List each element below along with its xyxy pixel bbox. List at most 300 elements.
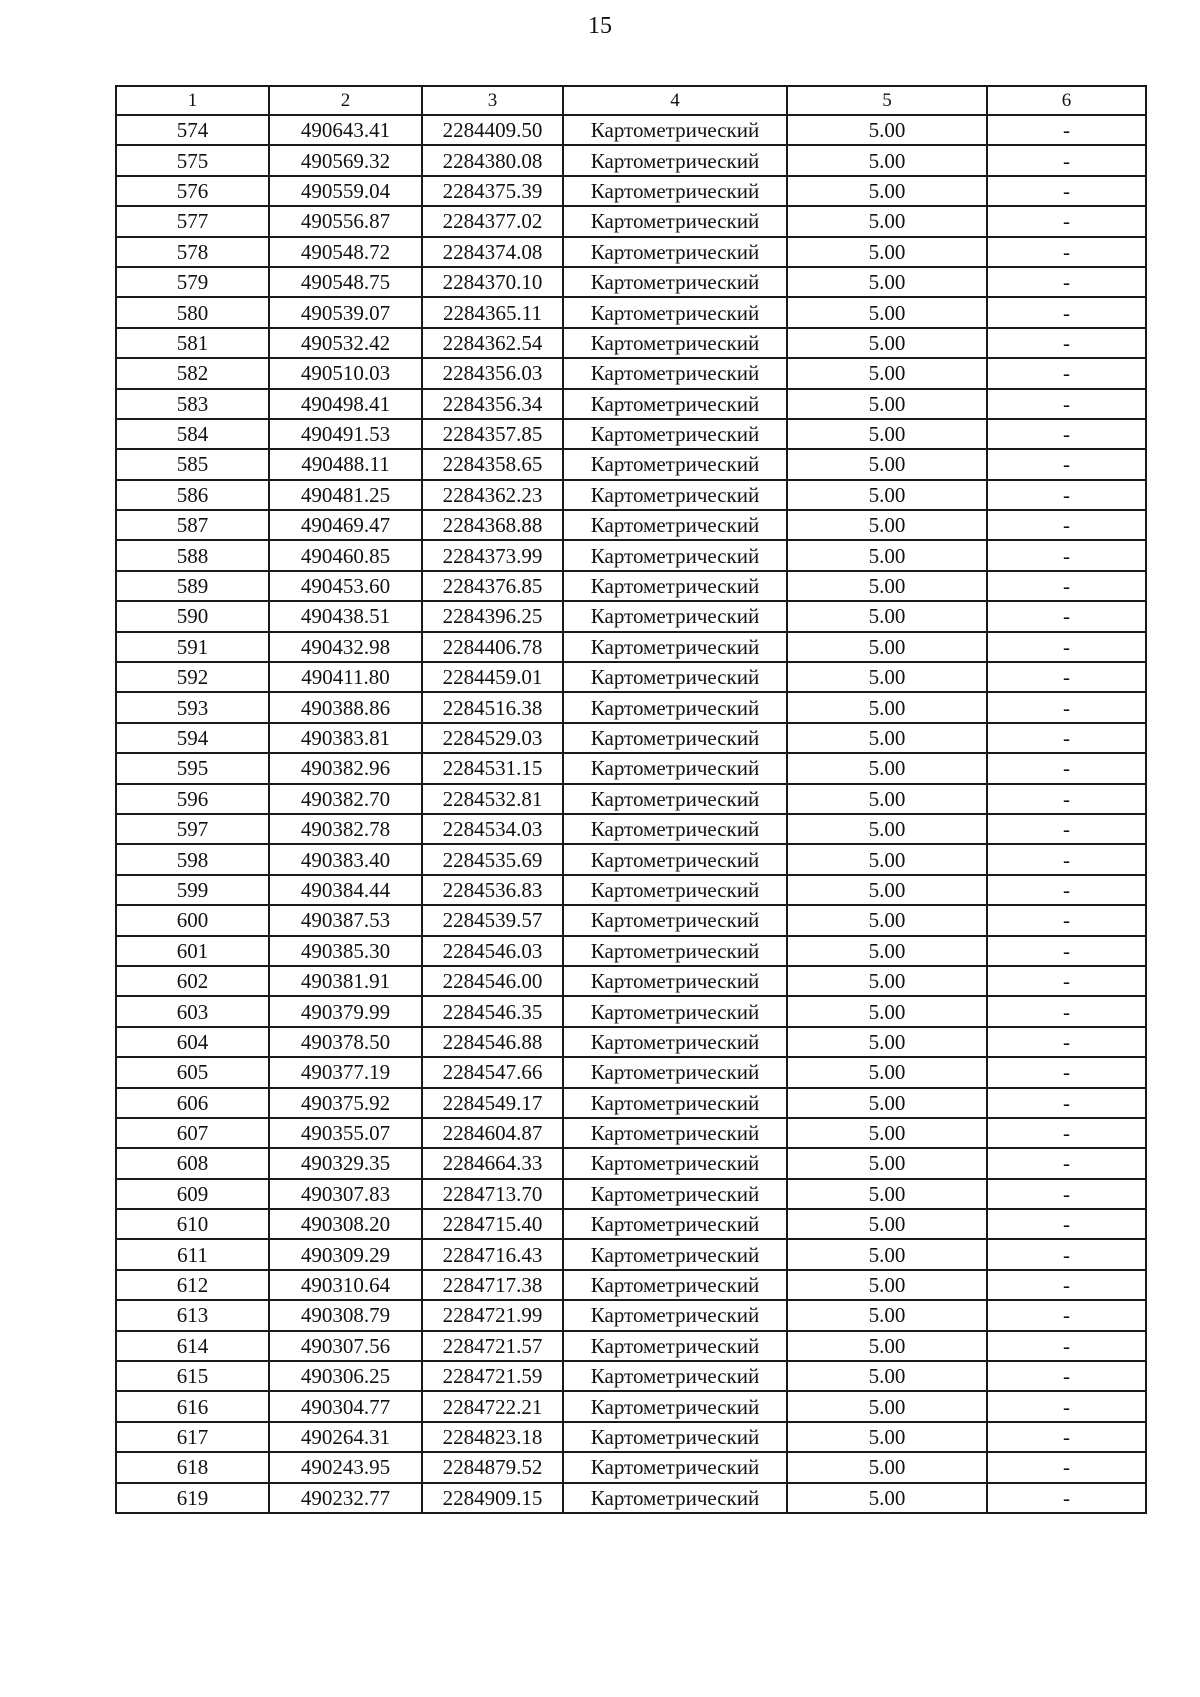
description-cell: - bbox=[987, 1209, 1146, 1239]
y-coordinate-cell: 2284362.54 bbox=[422, 328, 563, 358]
accuracy-cell: 5.00 bbox=[787, 237, 987, 267]
description-cell: - bbox=[987, 1088, 1146, 1118]
table-row bbox=[116, 996, 1146, 1026]
method-cell: Картометрический bbox=[563, 1300, 787, 1330]
point-number-cell: 592 bbox=[116, 662, 269, 692]
point-number-cell: 585 bbox=[116, 449, 269, 479]
accuracy-cell: 5.00 bbox=[787, 1148, 987, 1178]
y-coordinate-cell: 2284549.17 bbox=[422, 1088, 563, 1118]
accuracy-cell: 5.00 bbox=[787, 1270, 987, 1300]
method-cell: Картометрический bbox=[563, 875, 787, 905]
description-cell: - bbox=[987, 1422, 1146, 1452]
point-number-cell: 574 bbox=[116, 115, 269, 145]
description-cell: - bbox=[987, 601, 1146, 631]
method-cell: Картометрический bbox=[563, 905, 787, 935]
y-coordinate-cell: 2284909.15 bbox=[422, 1483, 563, 1513]
description-cell: - bbox=[987, 1300, 1146, 1330]
x-coordinate-cell: 490375.92 bbox=[269, 1088, 422, 1118]
x-coordinate-cell: 490488.11 bbox=[269, 449, 422, 479]
y-coordinate-cell: 2284604.87 bbox=[422, 1118, 563, 1148]
y-coordinate-cell: 2284529.03 bbox=[422, 723, 563, 753]
x-coordinate-cell: 490385.30 bbox=[269, 936, 422, 966]
accuracy-cell: 5.00 bbox=[787, 571, 987, 601]
point-number-cell: 619 bbox=[116, 1483, 269, 1513]
y-coordinate-cell: 2284365.11 bbox=[422, 297, 563, 327]
table-row bbox=[116, 1270, 1146, 1300]
accuracy-cell: 5.00 bbox=[787, 723, 987, 753]
method-cell: Картометрический bbox=[563, 510, 787, 540]
table-row bbox=[116, 1027, 1146, 1057]
table-row bbox=[116, 784, 1146, 814]
accuracy-cell: 5.00 bbox=[787, 1179, 987, 1209]
table-row bbox=[116, 662, 1146, 692]
y-coordinate-cell: 2284721.57 bbox=[422, 1331, 563, 1361]
coordinates-table bbox=[115, 85, 1147, 1514]
accuracy-cell: 5.00 bbox=[787, 905, 987, 935]
table-row bbox=[116, 692, 1146, 722]
x-coordinate-cell: 490383.81 bbox=[269, 723, 422, 753]
description-cell: - bbox=[987, 1148, 1146, 1178]
accuracy-cell: 5.00 bbox=[787, 936, 987, 966]
point-number-cell: 617 bbox=[116, 1422, 269, 1452]
method-cell: Картометрический bbox=[563, 1239, 787, 1269]
point-number-cell: 609 bbox=[116, 1179, 269, 1209]
accuracy-cell: 5.00 bbox=[787, 449, 987, 479]
description-cell: - bbox=[987, 844, 1146, 874]
point-number-cell: 591 bbox=[116, 632, 269, 662]
accuracy-cell: 5.00 bbox=[787, 1483, 987, 1513]
description-cell: - bbox=[987, 358, 1146, 388]
method-cell: Картометрический bbox=[563, 1057, 787, 1087]
method-cell: Картометрический bbox=[563, 145, 787, 175]
accuracy-cell: 5.00 bbox=[787, 480, 987, 510]
point-number-cell: 606 bbox=[116, 1088, 269, 1118]
table-row bbox=[116, 1422, 1146, 1452]
accuracy-cell: 5.00 bbox=[787, 1300, 987, 1330]
method-cell: Картометрический bbox=[563, 389, 787, 419]
method-cell: Картометрический bbox=[563, 753, 787, 783]
description-cell: - bbox=[987, 1270, 1146, 1300]
description-cell: - bbox=[987, 996, 1146, 1026]
description-cell: - bbox=[987, 1483, 1146, 1513]
method-cell: Картометрический bbox=[563, 692, 787, 722]
table-row bbox=[116, 1452, 1146, 1482]
point-number-cell: 588 bbox=[116, 540, 269, 570]
description-cell: - bbox=[987, 1118, 1146, 1148]
y-coordinate-cell: 2284713.70 bbox=[422, 1179, 563, 1209]
table-row bbox=[116, 936, 1146, 966]
method-cell: Картометрический bbox=[563, 480, 787, 510]
method-cell: Картометрический bbox=[563, 662, 787, 692]
x-coordinate-cell: 490310.64 bbox=[269, 1270, 422, 1300]
description-cell: - bbox=[987, 297, 1146, 327]
accuracy-cell: 5.00 bbox=[787, 996, 987, 1026]
point-number-cell: 587 bbox=[116, 510, 269, 540]
description-cell: - bbox=[987, 1391, 1146, 1421]
method-cell: Картометрический bbox=[563, 814, 787, 844]
table-row bbox=[116, 1483, 1146, 1513]
x-coordinate-cell: 490491.53 bbox=[269, 419, 422, 449]
accuracy-cell: 5.00 bbox=[787, 875, 987, 905]
method-cell: Картометрический bbox=[563, 1391, 787, 1421]
description-cell: - bbox=[987, 449, 1146, 479]
accuracy-cell: 5.00 bbox=[787, 1239, 987, 1269]
point-number-cell: 608 bbox=[116, 1148, 269, 1178]
y-coordinate-cell: 2284374.08 bbox=[422, 237, 563, 267]
y-coordinate-cell: 2284373.99 bbox=[422, 540, 563, 570]
description-cell: - bbox=[987, 723, 1146, 753]
description-cell: - bbox=[987, 145, 1146, 175]
point-number-cell: 605 bbox=[116, 1057, 269, 1087]
method-cell: Картометрический bbox=[563, 540, 787, 570]
x-coordinate-cell: 490308.20 bbox=[269, 1209, 422, 1239]
x-coordinate-cell: 490304.77 bbox=[269, 1391, 422, 1421]
point-number-cell: 578 bbox=[116, 237, 269, 267]
x-coordinate-cell: 490539.07 bbox=[269, 297, 422, 327]
x-coordinate-cell: 490532.42 bbox=[269, 328, 422, 358]
table-row bbox=[116, 905, 1146, 935]
description-cell: - bbox=[987, 571, 1146, 601]
y-coordinate-cell: 2284531.15 bbox=[422, 753, 563, 783]
table-row bbox=[116, 1057, 1146, 1087]
description-cell: - bbox=[987, 784, 1146, 814]
point-number-cell: 613 bbox=[116, 1300, 269, 1330]
method-cell: Картометрический bbox=[563, 571, 787, 601]
table-row bbox=[116, 814, 1146, 844]
y-coordinate-cell: 2284532.81 bbox=[422, 784, 563, 814]
table-row bbox=[116, 267, 1146, 297]
accuracy-cell: 5.00 bbox=[787, 540, 987, 570]
y-coordinate-cell: 2284356.03 bbox=[422, 358, 563, 388]
point-number-cell: 582 bbox=[116, 358, 269, 388]
point-number-cell: 601 bbox=[116, 936, 269, 966]
table-row bbox=[116, 723, 1146, 753]
description-cell: - bbox=[987, 1452, 1146, 1482]
method-cell: Картометрический bbox=[563, 419, 787, 449]
y-coordinate-cell: 2284664.33 bbox=[422, 1148, 563, 1178]
description-cell: - bbox=[987, 267, 1146, 297]
description-cell: - bbox=[987, 419, 1146, 449]
description-cell: - bbox=[987, 966, 1146, 996]
method-cell: Картометрический bbox=[563, 115, 787, 145]
point-number-cell: 584 bbox=[116, 419, 269, 449]
x-coordinate-cell: 490432.98 bbox=[269, 632, 422, 662]
accuracy-cell: 5.00 bbox=[787, 1452, 987, 1482]
method-cell: Картометрический bbox=[563, 449, 787, 479]
y-coordinate-cell: 2284377.02 bbox=[422, 206, 563, 236]
description-cell: - bbox=[987, 176, 1146, 206]
description-cell: - bbox=[987, 875, 1146, 905]
table-row bbox=[116, 480, 1146, 510]
table-body bbox=[116, 115, 1146, 1513]
method-cell: Картометрический bbox=[563, 966, 787, 996]
accuracy-cell: 5.00 bbox=[787, 753, 987, 783]
x-coordinate-cell: 490481.25 bbox=[269, 480, 422, 510]
method-cell: Картометрический bbox=[563, 1118, 787, 1148]
page-number: 15 bbox=[588, 13, 612, 39]
x-coordinate-cell: 490388.86 bbox=[269, 692, 422, 722]
accuracy-cell: 5.00 bbox=[787, 966, 987, 996]
x-coordinate-cell: 490469.47 bbox=[269, 510, 422, 540]
y-coordinate-cell: 2284546.00 bbox=[422, 966, 563, 996]
point-number-cell: 581 bbox=[116, 328, 269, 358]
y-coordinate-cell: 2284536.83 bbox=[422, 875, 563, 905]
method-cell: Картометрический bbox=[563, 358, 787, 388]
x-coordinate-cell: 490264.31 bbox=[269, 1422, 422, 1452]
table-row bbox=[116, 966, 1146, 996]
method-cell: Картометрический bbox=[563, 1452, 787, 1482]
x-coordinate-cell: 490438.51 bbox=[269, 601, 422, 631]
method-cell: Картометрический bbox=[563, 267, 787, 297]
point-number-cell: 607 bbox=[116, 1118, 269, 1148]
point-number-cell: 596 bbox=[116, 784, 269, 814]
description-cell: - bbox=[987, 753, 1146, 783]
point-number-cell: 614 bbox=[116, 1331, 269, 1361]
accuracy-cell: 5.00 bbox=[787, 1027, 987, 1057]
table-row bbox=[116, 875, 1146, 905]
y-coordinate-cell: 2284370.10 bbox=[422, 267, 563, 297]
x-coordinate-cell: 490306.25 bbox=[269, 1361, 422, 1391]
description-cell: - bbox=[987, 328, 1146, 358]
y-coordinate-cell: 2284368.88 bbox=[422, 510, 563, 540]
x-coordinate-cell: 490559.04 bbox=[269, 176, 422, 206]
point-number-cell: 583 bbox=[116, 389, 269, 419]
header-cell-5: 5 bbox=[787, 86, 987, 115]
accuracy-cell: 5.00 bbox=[787, 176, 987, 206]
x-coordinate-cell: 490569.32 bbox=[269, 145, 422, 175]
accuracy-cell: 5.00 bbox=[787, 419, 987, 449]
x-coordinate-cell: 490411.80 bbox=[269, 662, 422, 692]
point-number-cell: 590 bbox=[116, 601, 269, 631]
y-coordinate-cell: 2284396.25 bbox=[422, 601, 563, 631]
table-row bbox=[116, 753, 1146, 783]
accuracy-cell: 5.00 bbox=[787, 814, 987, 844]
point-number-cell: 604 bbox=[116, 1027, 269, 1057]
table-row bbox=[116, 1179, 1146, 1209]
x-coordinate-cell: 490308.79 bbox=[269, 1300, 422, 1330]
accuracy-cell: 5.00 bbox=[787, 115, 987, 145]
method-cell: Картометрический bbox=[563, 601, 787, 631]
point-number-cell: 595 bbox=[116, 753, 269, 783]
y-coordinate-cell: 2284546.35 bbox=[422, 996, 563, 1026]
method-cell: Картометрический bbox=[563, 1088, 787, 1118]
point-number-cell: 579 bbox=[116, 267, 269, 297]
point-number-cell: 615 bbox=[116, 1361, 269, 1391]
point-number-cell: 610 bbox=[116, 1209, 269, 1239]
table-row bbox=[116, 510, 1146, 540]
accuracy-cell: 5.00 bbox=[787, 389, 987, 419]
table-header-row bbox=[116, 86, 1146, 115]
accuracy-cell: 5.00 bbox=[787, 267, 987, 297]
y-coordinate-cell: 2284721.59 bbox=[422, 1361, 563, 1391]
table-row bbox=[116, 358, 1146, 388]
point-number-cell: 602 bbox=[116, 966, 269, 996]
method-cell: Картометрический bbox=[563, 176, 787, 206]
x-coordinate-cell: 490548.72 bbox=[269, 237, 422, 267]
method-cell: Картометрический bbox=[563, 1209, 787, 1239]
header-cell-6: 6 bbox=[987, 86, 1146, 115]
table-row bbox=[116, 632, 1146, 662]
description-cell: - bbox=[987, 1239, 1146, 1269]
y-coordinate-cell: 2284535.69 bbox=[422, 844, 563, 874]
y-coordinate-cell: 2284534.03 bbox=[422, 814, 563, 844]
accuracy-cell: 5.00 bbox=[787, 1331, 987, 1361]
method-cell: Картометрический bbox=[563, 996, 787, 1026]
y-coordinate-cell: 2284717.38 bbox=[422, 1270, 563, 1300]
y-coordinate-cell: 2284722.21 bbox=[422, 1391, 563, 1421]
description-cell: - bbox=[987, 632, 1146, 662]
accuracy-cell: 5.00 bbox=[787, 1057, 987, 1087]
method-cell: Картометрический bbox=[563, 632, 787, 662]
accuracy-cell: 5.00 bbox=[787, 632, 987, 662]
table-row bbox=[116, 297, 1146, 327]
x-coordinate-cell: 490243.95 bbox=[269, 1452, 422, 1482]
y-coordinate-cell: 2284721.99 bbox=[422, 1300, 563, 1330]
y-coordinate-cell: 2284380.08 bbox=[422, 145, 563, 175]
x-coordinate-cell: 490382.70 bbox=[269, 784, 422, 814]
y-coordinate-cell: 2284356.34 bbox=[422, 389, 563, 419]
method-cell: Картометрический bbox=[563, 844, 787, 874]
point-number-cell: 577 bbox=[116, 206, 269, 236]
method-cell: Картометрический bbox=[563, 1270, 787, 1300]
table-row bbox=[116, 1300, 1146, 1330]
point-number-cell: 586 bbox=[116, 480, 269, 510]
point-number-cell: 593 bbox=[116, 692, 269, 722]
x-coordinate-cell: 490548.75 bbox=[269, 267, 422, 297]
y-coordinate-cell: 2284409.50 bbox=[422, 115, 563, 145]
description-cell: - bbox=[987, 237, 1146, 267]
table-row bbox=[116, 145, 1146, 175]
point-number-cell: 597 bbox=[116, 814, 269, 844]
y-coordinate-cell: 2284546.88 bbox=[422, 1027, 563, 1057]
y-coordinate-cell: 2284362.23 bbox=[422, 480, 563, 510]
x-coordinate-cell: 490377.19 bbox=[269, 1057, 422, 1087]
method-cell: Картометрический bbox=[563, 1027, 787, 1057]
method-cell: Картометрический bbox=[563, 1422, 787, 1452]
y-coordinate-cell: 2284516.38 bbox=[422, 692, 563, 722]
point-number-cell: 599 bbox=[116, 875, 269, 905]
table-row bbox=[116, 389, 1146, 419]
description-cell: - bbox=[987, 206, 1146, 236]
x-coordinate-cell: 490329.35 bbox=[269, 1148, 422, 1178]
y-coordinate-cell: 2284459.01 bbox=[422, 662, 563, 692]
table-row bbox=[116, 601, 1146, 631]
description-cell: - bbox=[987, 1027, 1146, 1057]
point-number-cell: 603 bbox=[116, 996, 269, 1026]
table-row bbox=[116, 844, 1146, 874]
y-coordinate-cell: 2284546.03 bbox=[422, 936, 563, 966]
accuracy-cell: 5.00 bbox=[787, 1422, 987, 1452]
x-coordinate-cell: 490355.07 bbox=[269, 1118, 422, 1148]
method-cell: Картометрический bbox=[563, 1148, 787, 1178]
x-coordinate-cell: 490556.87 bbox=[269, 206, 422, 236]
description-cell: - bbox=[987, 115, 1146, 145]
y-coordinate-cell: 2284375.39 bbox=[422, 176, 563, 206]
description-cell: - bbox=[987, 1179, 1146, 1209]
accuracy-cell: 5.00 bbox=[787, 1118, 987, 1148]
point-number-cell: 589 bbox=[116, 571, 269, 601]
accuracy-cell: 5.00 bbox=[787, 328, 987, 358]
method-cell: Картометрический bbox=[563, 1483, 787, 1513]
table-row bbox=[116, 1209, 1146, 1239]
point-number-cell: 598 bbox=[116, 844, 269, 874]
x-coordinate-cell: 490232.77 bbox=[269, 1483, 422, 1513]
table-row bbox=[116, 419, 1146, 449]
table-row bbox=[116, 1118, 1146, 1148]
x-coordinate-cell: 490460.85 bbox=[269, 540, 422, 570]
accuracy-cell: 5.00 bbox=[787, 358, 987, 388]
table-row bbox=[116, 1361, 1146, 1391]
description-cell: - bbox=[987, 1331, 1146, 1361]
table-row bbox=[116, 571, 1146, 601]
accuracy-cell: 5.00 bbox=[787, 1088, 987, 1118]
header-cell-2: 2 bbox=[269, 86, 422, 115]
y-coordinate-cell: 2284716.43 bbox=[422, 1239, 563, 1269]
description-cell: - bbox=[987, 510, 1146, 540]
point-number-cell: 594 bbox=[116, 723, 269, 753]
x-coordinate-cell: 490510.03 bbox=[269, 358, 422, 388]
accuracy-cell: 5.00 bbox=[787, 510, 987, 540]
y-coordinate-cell: 2284376.85 bbox=[422, 571, 563, 601]
x-coordinate-cell: 490384.44 bbox=[269, 875, 422, 905]
header-cell-1: 1 bbox=[116, 86, 269, 115]
table-row bbox=[116, 206, 1146, 236]
method-cell: Картометрический bbox=[563, 1361, 787, 1391]
accuracy-cell: 5.00 bbox=[787, 145, 987, 175]
table-row bbox=[116, 1148, 1146, 1178]
accuracy-cell: 5.00 bbox=[787, 1361, 987, 1391]
x-coordinate-cell: 490643.41 bbox=[269, 115, 422, 145]
accuracy-cell: 5.00 bbox=[787, 844, 987, 874]
table-row bbox=[116, 1331, 1146, 1361]
description-cell: - bbox=[987, 1057, 1146, 1087]
point-number-cell: 580 bbox=[116, 297, 269, 327]
method-cell: Картометрический bbox=[563, 1179, 787, 1209]
point-number-cell: 611 bbox=[116, 1239, 269, 1269]
description-cell: - bbox=[987, 389, 1146, 419]
description-cell: - bbox=[987, 905, 1146, 935]
accuracy-cell: 5.00 bbox=[787, 692, 987, 722]
y-coordinate-cell: 2284715.40 bbox=[422, 1209, 563, 1239]
method-cell: Картометрический bbox=[563, 723, 787, 753]
description-cell: - bbox=[987, 1361, 1146, 1391]
method-cell: Картометрический bbox=[563, 784, 787, 814]
y-coordinate-cell: 2284357.85 bbox=[422, 419, 563, 449]
method-cell: Картометрический bbox=[563, 936, 787, 966]
x-coordinate-cell: 490498.41 bbox=[269, 389, 422, 419]
point-number-cell: 576 bbox=[116, 176, 269, 206]
method-cell: Картометрический bbox=[563, 1331, 787, 1361]
y-coordinate-cell: 2284539.57 bbox=[422, 905, 563, 935]
accuracy-cell: 5.00 bbox=[787, 662, 987, 692]
x-coordinate-cell: 490381.91 bbox=[269, 966, 422, 996]
point-number-cell: 618 bbox=[116, 1452, 269, 1482]
x-coordinate-cell: 490382.78 bbox=[269, 814, 422, 844]
point-number-cell: 575 bbox=[116, 145, 269, 175]
table-row bbox=[116, 540, 1146, 570]
description-cell: - bbox=[987, 540, 1146, 570]
table-row bbox=[116, 1239, 1146, 1269]
header-cell-4: 4 bbox=[563, 86, 787, 115]
accuracy-cell: 5.00 bbox=[787, 297, 987, 327]
method-cell: Картометрический bbox=[563, 237, 787, 267]
table-row bbox=[116, 115, 1146, 145]
accuracy-cell: 5.00 bbox=[787, 601, 987, 631]
point-number-cell: 612 bbox=[116, 1270, 269, 1300]
accuracy-cell: 5.00 bbox=[787, 1209, 987, 1239]
x-coordinate-cell: 490378.50 bbox=[269, 1027, 422, 1057]
y-coordinate-cell: 2284879.52 bbox=[422, 1452, 563, 1482]
